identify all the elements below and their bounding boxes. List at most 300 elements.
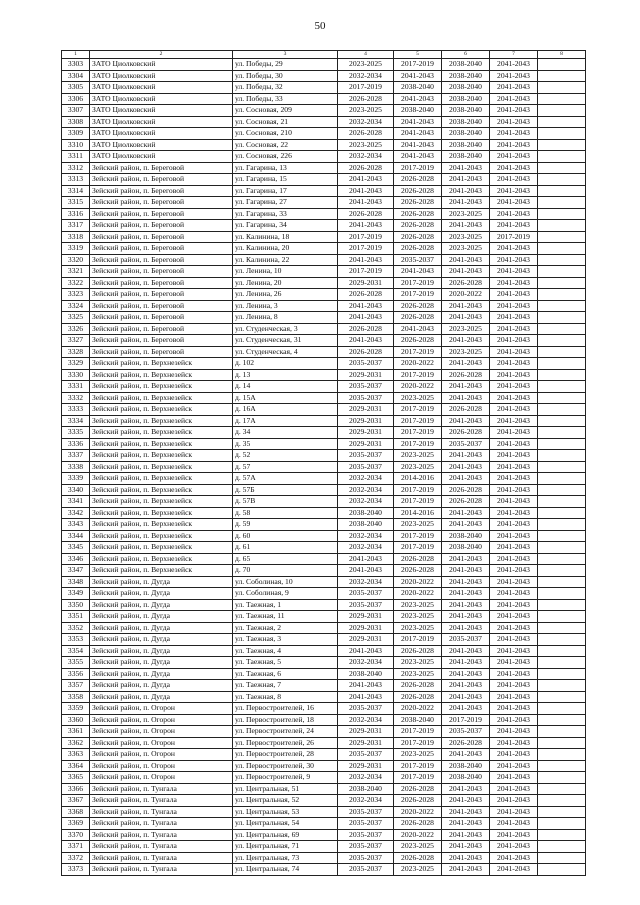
municipality: ЗАТО Циолковский — [90, 70, 233, 82]
page-number: 50 — [314, 20, 326, 32]
year-range: 2026-2028 — [338, 289, 394, 301]
municipality: Зейский район, п. Береговой — [90, 266, 233, 278]
row-number: 3330 — [62, 369, 90, 381]
year-range: 2041-2043 — [490, 208, 538, 220]
municipality: Зейский район, п. Тунгала — [90, 852, 233, 864]
year-range: 2029-2031 — [338, 369, 394, 381]
year-range: 2041-2043 — [490, 392, 538, 404]
blank-cell — [538, 277, 586, 289]
year-range: 2035-2037 — [338, 841, 394, 853]
blank-cell — [538, 185, 586, 197]
blank-cell — [538, 438, 586, 450]
year-range: 2041-2043 — [490, 622, 538, 634]
year-range: 2041-2043 — [490, 358, 538, 370]
row-number: 3310 — [62, 139, 90, 151]
year-range: 2041-2043 — [490, 128, 538, 140]
address: ул. Студенческая, 4 — [233, 346, 338, 358]
year-range: 2038-2040 — [442, 82, 490, 94]
table-row — [62, 749, 586, 761]
year-range: 2026-2028 — [394, 565, 442, 577]
address: ул. Первостроителей, 26 — [233, 737, 338, 749]
year-range: 2017-2019 — [394, 59, 442, 71]
year-range: 2041-2043 — [442, 783, 490, 795]
municipality: Зейский район, п. Тунгала — [90, 864, 233, 876]
municipality: Зейский район, п. Береговой — [90, 300, 233, 312]
row-number: 3364 — [62, 760, 90, 772]
row-number: 3360 — [62, 714, 90, 726]
address: ул. Гагарина, 33 — [233, 208, 338, 220]
year-range: 2041-2043 — [442, 611, 490, 623]
row-number: 3328 — [62, 346, 90, 358]
municipality: Зейский район, п. Верхнезейск — [90, 369, 233, 381]
year-range: 2032-2034 — [338, 116, 394, 128]
address: д. 65 — [233, 553, 338, 565]
year-range: 2017-2019 — [394, 162, 442, 174]
municipality: Зейский район, п. Верхнезейск — [90, 542, 233, 554]
blank-cell — [538, 852, 586, 864]
table-row — [62, 576, 586, 588]
column-header: 3 — [233, 51, 338, 59]
year-range: 2041-2043 — [490, 749, 538, 761]
year-range: 2023-2025 — [394, 392, 442, 404]
blank-cell — [538, 450, 586, 462]
year-range: 2029-2031 — [338, 760, 394, 772]
year-range: 2026-2028 — [442, 404, 490, 416]
row-number: 3311 — [62, 151, 90, 163]
year-range: 2041-2043 — [442, 300, 490, 312]
municipality: Зейский район, п. Береговой — [90, 220, 233, 232]
address: ул. Калинина, 18 — [233, 231, 338, 243]
table-row — [62, 70, 586, 82]
year-range: 2023-2025 — [338, 105, 394, 117]
municipality: Зейский район, п. Тунгала — [90, 806, 233, 818]
municipality: Зейский район, п. Огорон — [90, 749, 233, 761]
year-range: 2041-2043 — [490, 266, 538, 278]
address: ул. Сосновая, 210 — [233, 128, 338, 140]
row-number: 3365 — [62, 772, 90, 784]
blank-cell — [538, 415, 586, 427]
year-range: 2041-2043 — [490, 864, 538, 876]
year-range: 2023-2025 — [394, 749, 442, 761]
table-row — [62, 151, 586, 163]
address: ул. Ленина, 8 — [233, 312, 338, 324]
table-row — [62, 277, 586, 289]
year-range: 2038-2040 — [442, 128, 490, 140]
year-range: 2017-2019 — [394, 427, 442, 439]
address: ул. Победы, 33 — [233, 93, 338, 105]
year-range: 2041-2043 — [338, 645, 394, 657]
year-range: 2041-2043 — [490, 105, 538, 117]
municipality: Зейский район, п. Верхнезейск — [90, 461, 233, 473]
year-range: 2041-2043 — [338, 185, 394, 197]
year-range: 2041-2043 — [490, 496, 538, 508]
year-range: 2029-2031 — [338, 277, 394, 289]
year-range: 2026-2028 — [338, 162, 394, 174]
year-range: 2041-2043 — [490, 277, 538, 289]
column-number-row — [62, 51, 586, 59]
municipality: Зейский район, п. Тунгала — [90, 818, 233, 830]
year-range: 2020-2022 — [394, 358, 442, 370]
year-range: 2023-2025 — [338, 139, 394, 151]
row-number: 3354 — [62, 645, 90, 657]
table-row — [62, 530, 586, 542]
table-row — [62, 139, 586, 151]
blank-cell — [538, 795, 586, 807]
year-range: 2026-2028 — [394, 852, 442, 864]
table-row — [62, 59, 586, 71]
municipality: Зейский район, п. Дугда — [90, 668, 233, 680]
address: ул. Соболиная, 9 — [233, 588, 338, 600]
blank-cell — [538, 323, 586, 335]
year-range: 2032-2034 — [338, 496, 394, 508]
municipality: Зейский район, п. Дугда — [90, 657, 233, 669]
row-number: 3352 — [62, 622, 90, 634]
table-row — [62, 852, 586, 864]
blank-cell — [538, 243, 586, 255]
year-range: 2041-2043 — [442, 415, 490, 427]
address: ул. Гагарина, 15 — [233, 174, 338, 186]
year-range: 2041-2043 — [338, 691, 394, 703]
municipality: ЗАТО Циолковский — [90, 128, 233, 140]
row-number: 3320 — [62, 254, 90, 266]
address: ул. Центральная, 73 — [233, 852, 338, 864]
blank-cell — [538, 358, 586, 370]
year-range: 2041-2043 — [490, 346, 538, 358]
address: д. 57 — [233, 461, 338, 473]
blank-cell — [538, 312, 586, 324]
table-row — [62, 519, 586, 531]
year-range: 2017-2019 — [338, 266, 394, 278]
column-header: 2 — [90, 51, 233, 59]
municipality: ЗАТО Циолковский — [90, 105, 233, 117]
year-range: 2041-2043 — [442, 553, 490, 565]
blank-cell — [538, 622, 586, 634]
blank-cell — [538, 197, 586, 209]
year-range: 2041-2043 — [338, 335, 394, 347]
municipality: ЗАТО Циолковский — [90, 139, 233, 151]
address: ул. Центральная, 51 — [233, 783, 338, 795]
table-row — [62, 841, 586, 853]
row-number: 3336 — [62, 438, 90, 450]
year-range: 2041-2043 — [490, 680, 538, 692]
row-number: 3334 — [62, 415, 90, 427]
blank-cell — [538, 737, 586, 749]
municipality: ЗАТО Циолковский — [90, 93, 233, 105]
blank-cell — [538, 231, 586, 243]
year-range: 2026-2028 — [338, 346, 394, 358]
table-row — [62, 484, 586, 496]
year-range: 2026-2028 — [394, 220, 442, 232]
table-row — [62, 806, 586, 818]
address: д. 61 — [233, 542, 338, 554]
address: ул. Сосновая, 22 — [233, 139, 338, 151]
table-row — [62, 703, 586, 715]
table-row — [62, 82, 586, 94]
address: д. 57Б — [233, 484, 338, 496]
year-range: 2041-2043 — [490, 116, 538, 128]
year-range: 2041-2043 — [490, 59, 538, 71]
year-range: 2035-2037 — [338, 703, 394, 715]
year-range: 2041-2043 — [490, 162, 538, 174]
table-row — [62, 714, 586, 726]
address: д. 15А — [233, 392, 338, 404]
row-number: 3332 — [62, 392, 90, 404]
year-range: 2026-2028 — [394, 174, 442, 186]
year-range: 2041-2043 — [442, 220, 490, 232]
year-range: 2041-2043 — [442, 864, 490, 876]
municipality: Зейский район, п. Верхнезейск — [90, 530, 233, 542]
year-range: 2032-2034 — [338, 473, 394, 485]
year-range: 2038-2040 — [442, 105, 490, 117]
year-range: 2041-2043 — [442, 645, 490, 657]
year-range: 2038-2040 — [442, 151, 490, 163]
year-range: 2020-2022 — [394, 576, 442, 588]
address: д. 16А — [233, 404, 338, 416]
municipality: Зейский район, п. Дугда — [90, 634, 233, 646]
year-range: 2041-2043 — [442, 588, 490, 600]
year-range: 2017-2019 — [394, 289, 442, 301]
blank-cell — [538, 116, 586, 128]
year-range: 2026-2028 — [394, 231, 442, 243]
table-row — [62, 427, 586, 439]
year-range: 2041-2043 — [490, 818, 538, 830]
year-range: 2026-2028 — [442, 427, 490, 439]
address: ул. Студенческая, 31 — [233, 335, 338, 347]
row-number: 3319 — [62, 243, 90, 255]
year-range: 2041-2043 — [442, 174, 490, 186]
blank-cell — [538, 565, 586, 577]
blank-cell — [538, 496, 586, 508]
municipality: Зейский район, п. Верхнезейск — [90, 484, 233, 496]
year-range: 2041-2043 — [394, 323, 442, 335]
year-range: 2026-2028 — [394, 243, 442, 255]
table-row — [62, 220, 586, 232]
blank-cell — [538, 139, 586, 151]
year-range: 2041-2043 — [490, 760, 538, 772]
year-range: 2041-2043 — [442, 254, 490, 266]
year-range: 2041-2043 — [394, 70, 442, 82]
table-row — [62, 588, 586, 600]
year-range: 2026-2028 — [394, 645, 442, 657]
address: д. 58 — [233, 507, 338, 519]
year-range: 2035-2037 — [338, 818, 394, 830]
year-range: 2041-2043 — [442, 806, 490, 818]
municipality: Зейский район, п. Береговой — [90, 254, 233, 266]
year-range: 2017-2019 — [394, 404, 442, 416]
year-range: 2041-2043 — [490, 323, 538, 335]
year-range: 2041-2043 — [442, 680, 490, 692]
year-range: 2041-2043 — [338, 220, 394, 232]
year-range: 2041-2043 — [490, 415, 538, 427]
year-range: 2023-2025 — [442, 323, 490, 335]
year-range: 2017-2019 — [338, 231, 394, 243]
table-row — [62, 358, 586, 370]
blank-cell — [538, 82, 586, 94]
year-range: 2041-2043 — [442, 461, 490, 473]
year-range: 2038-2040 — [338, 668, 394, 680]
table-row — [62, 599, 586, 611]
table-row — [62, 116, 586, 128]
year-range: 2041-2043 — [442, 358, 490, 370]
year-range: 2041-2043 — [490, 530, 538, 542]
year-range: 2020-2022 — [394, 703, 442, 715]
year-range: 2032-2034 — [338, 530, 394, 542]
row-number: 3359 — [62, 703, 90, 715]
year-range: 2041-2043 — [490, 611, 538, 623]
table-row — [62, 438, 586, 450]
address: ул. Гагарина, 13 — [233, 162, 338, 174]
municipality: Зейский район, п. Береговой — [90, 185, 233, 197]
column-header: 4 — [338, 51, 394, 59]
year-range: 2041-2043 — [490, 565, 538, 577]
column-header: 7 — [490, 51, 538, 59]
table-row — [62, 243, 586, 255]
blank-cell — [538, 381, 586, 393]
blank-cell — [538, 128, 586, 140]
year-range: 2041-2043 — [394, 151, 442, 163]
table-row — [62, 507, 586, 519]
year-range: 2017-2019 — [394, 726, 442, 738]
table-row — [62, 254, 586, 266]
address: ул. Соболиная, 10 — [233, 576, 338, 588]
year-range: 2023-2025 — [442, 231, 490, 243]
year-range: 2038-2040 — [442, 93, 490, 105]
year-range: 2041-2043 — [490, 369, 538, 381]
row-number: 3323 — [62, 289, 90, 301]
blank-cell — [538, 162, 586, 174]
year-range: 2032-2034 — [338, 657, 394, 669]
table-row — [62, 93, 586, 105]
row-number: 3368 — [62, 806, 90, 818]
address: д. 70 — [233, 565, 338, 577]
address: д. 57В — [233, 496, 338, 508]
year-range: 2017-2019 — [394, 438, 442, 450]
address: ул. Таежная, 4 — [233, 645, 338, 657]
year-range: 2029-2031 — [338, 427, 394, 439]
table-row — [62, 381, 586, 393]
table-row — [62, 369, 586, 381]
table-row — [62, 726, 586, 738]
table-row — [62, 760, 586, 772]
year-range: 2041-2043 — [442, 818, 490, 830]
year-range: 2041-2043 — [490, 588, 538, 600]
year-range: 2017-2019 — [394, 277, 442, 289]
municipality: Зейский район, п. Береговой — [90, 277, 233, 289]
year-range: 2017-2019 — [394, 772, 442, 784]
row-number: 3353 — [62, 634, 90, 646]
blank-cell — [538, 760, 586, 772]
year-range: 2017-2019 — [394, 760, 442, 772]
municipality: Зейский район, п. Огорон — [90, 737, 233, 749]
blank-cell — [538, 530, 586, 542]
year-range: 2041-2043 — [338, 553, 394, 565]
row-number: 3304 — [62, 70, 90, 82]
municipality: Зейский район, п. Верхнезейск — [90, 438, 233, 450]
year-range: 2041-2043 — [490, 243, 538, 255]
blank-cell — [538, 645, 586, 657]
blank-cell — [538, 392, 586, 404]
municipality: Зейский район, п. Береговой — [90, 335, 233, 347]
year-range: 2035-2037 — [338, 358, 394, 370]
row-number: 3341 — [62, 496, 90, 508]
year-range: 2041-2043 — [490, 312, 538, 324]
year-range: 2041-2043 — [490, 668, 538, 680]
year-range: 2041-2043 — [490, 151, 538, 163]
row-number: 3303 — [62, 59, 90, 71]
year-range: 2041-2043 — [442, 576, 490, 588]
year-range: 2041-2043 — [490, 645, 538, 657]
year-range: 2026-2028 — [394, 680, 442, 692]
address: ул. Центральная, 69 — [233, 829, 338, 841]
year-range: 2041-2043 — [338, 312, 394, 324]
year-range: 2041-2043 — [490, 507, 538, 519]
year-range: 2023-2025 — [394, 461, 442, 473]
address: ул. Первостроителей, 24 — [233, 726, 338, 738]
municipality: Зейский район, п. Береговой — [90, 162, 233, 174]
year-range: 2032-2034 — [338, 795, 394, 807]
row-number: 3324 — [62, 300, 90, 312]
address: д. 102 — [233, 358, 338, 370]
year-range: 2026-2028 — [442, 737, 490, 749]
municipality: Зейский район, п. Береговой — [90, 231, 233, 243]
row-number: 3312 — [62, 162, 90, 174]
address: ул. Центральная, 71 — [233, 841, 338, 853]
year-range: 2020-2022 — [394, 806, 442, 818]
year-range: 2035-2037 — [442, 438, 490, 450]
row-number: 3367 — [62, 795, 90, 807]
year-range: 2035-2037 — [442, 634, 490, 646]
address: ул. Сосновая, 226 — [233, 151, 338, 163]
year-range: 2041-2043 — [490, 174, 538, 186]
municipality: Зейский район, п. Верхнезейск — [90, 404, 233, 416]
address: ул. Гагарина, 34 — [233, 220, 338, 232]
blank-cell — [538, 289, 586, 301]
blank-cell — [538, 829, 586, 841]
blank-cell — [538, 599, 586, 611]
year-range: 2038-2040 — [442, 59, 490, 71]
row-number: 3318 — [62, 231, 90, 243]
row-number: 3340 — [62, 484, 90, 496]
year-range: 2041-2043 — [490, 634, 538, 646]
year-range: 2041-2043 — [442, 450, 490, 462]
year-range: 2041-2043 — [442, 507, 490, 519]
column-header: 6 — [442, 51, 490, 59]
year-range: 2041-2043 — [490, 461, 538, 473]
municipality: Зейский район, п. Береговой — [90, 346, 233, 358]
row-number: 3345 — [62, 542, 90, 554]
year-range: 2041-2043 — [490, 438, 538, 450]
year-range: 2041-2043 — [490, 450, 538, 462]
year-range: 2029-2031 — [338, 634, 394, 646]
row-number: 3342 — [62, 507, 90, 519]
address: д. 52 — [233, 450, 338, 462]
address: ул. Первостроителей, 18 — [233, 714, 338, 726]
year-range: 2029-2031 — [338, 404, 394, 416]
year-range: 2041-2043 — [442, 829, 490, 841]
table-row — [62, 231, 586, 243]
municipality: Зейский район, п. Дугда — [90, 611, 233, 623]
municipality: Зейский район, п. Верхнезейск — [90, 553, 233, 565]
year-range: 2041-2043 — [442, 266, 490, 278]
municipality: Зейский район, п. Береговой — [90, 289, 233, 301]
year-range: 2029-2031 — [338, 737, 394, 749]
blank-cell — [538, 335, 586, 347]
year-range: 2026-2028 — [394, 818, 442, 830]
blank-cell — [538, 542, 586, 554]
year-range: 2041-2043 — [490, 772, 538, 784]
year-range: 2041-2043 — [490, 254, 538, 266]
year-range: 2017-2019 — [442, 714, 490, 726]
